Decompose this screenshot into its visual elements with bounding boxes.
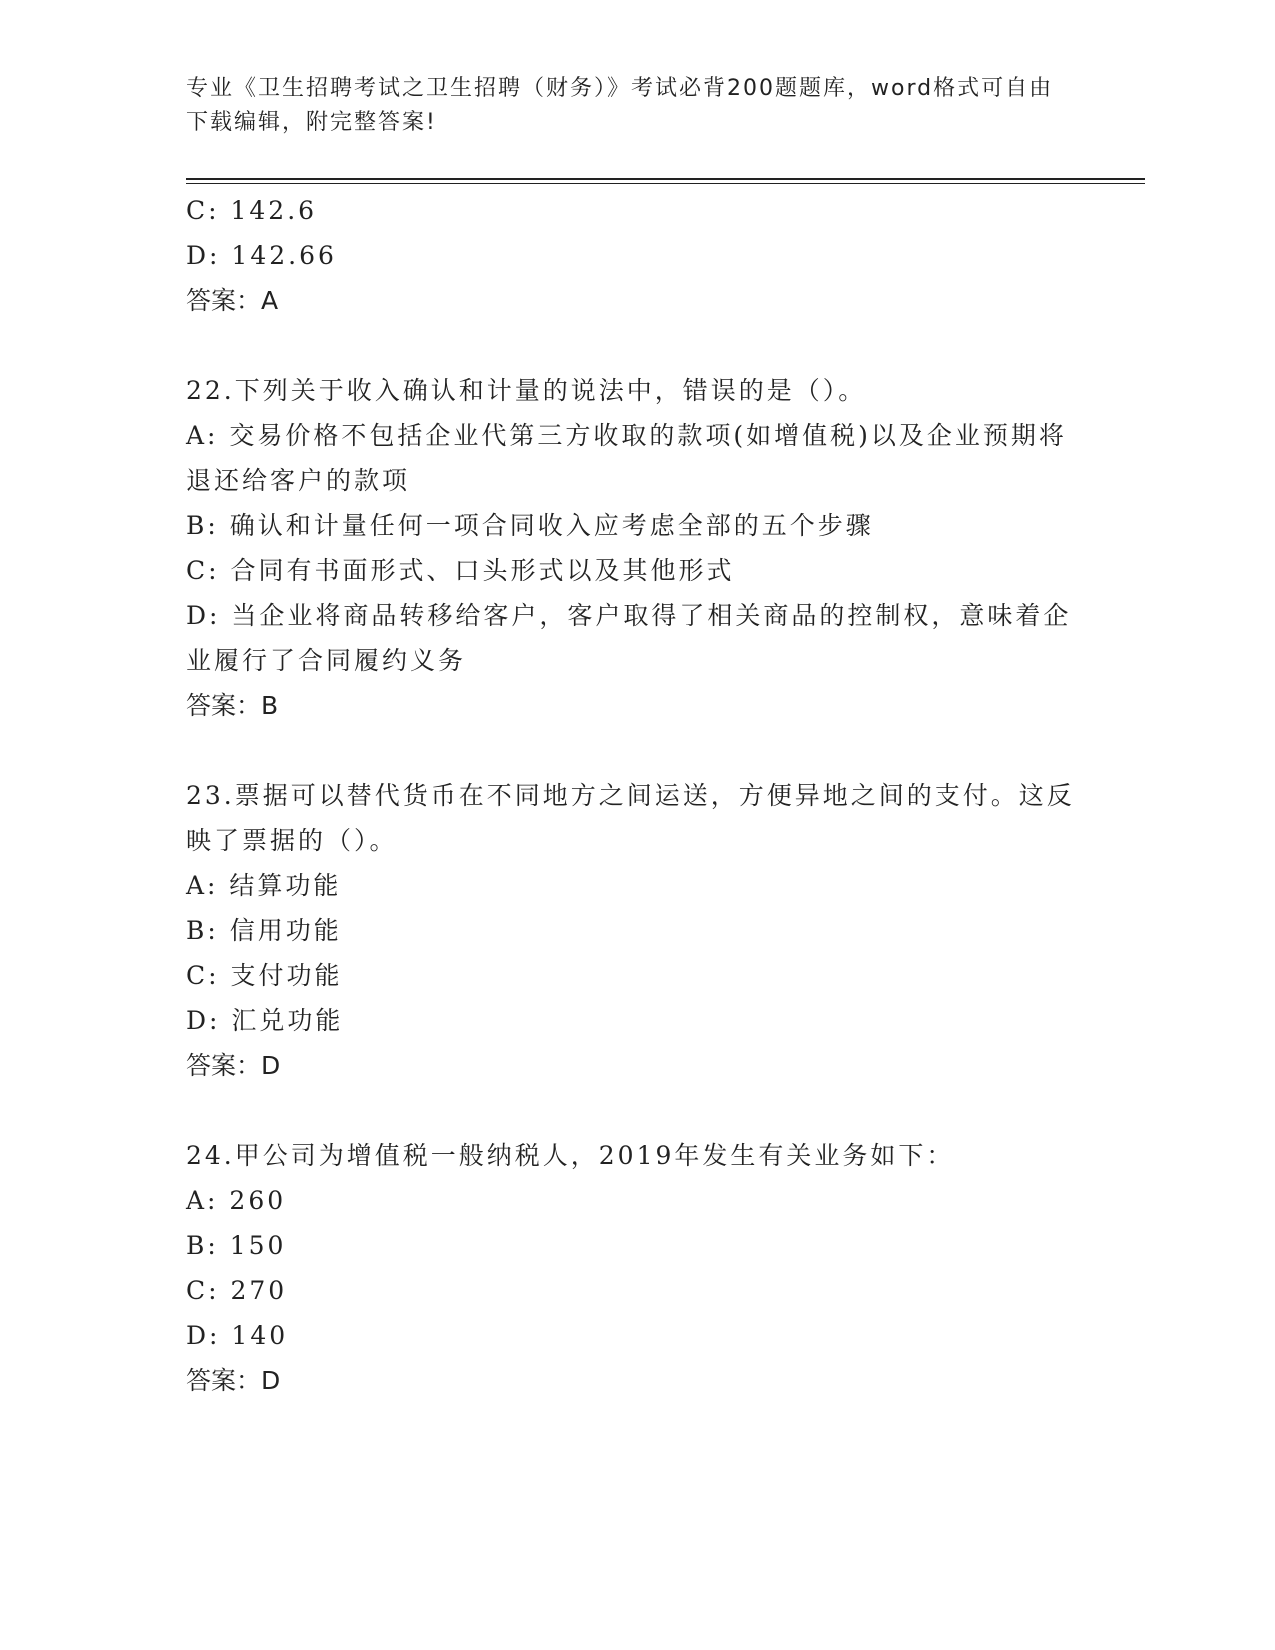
option-d: D: 142.66 xyxy=(186,241,337,270)
option-b: B: 150 xyxy=(186,1231,287,1260)
answer: 答案：A xyxy=(186,286,279,315)
header-rule-thin xyxy=(186,183,1145,184)
document-header: 专业《卫生招聘考试之卫生招聘（财务）》考试必背200题题库，word格式可自由下载编辑，附完整答案! xyxy=(186,76,1054,135)
question-23 xyxy=(186,773,1076,1088)
option-d: D: 140 xyxy=(186,1321,289,1350)
question-stem: 24.甲公司为增值税一般纳税人，2019年发生有关业务如下： xyxy=(186,1141,955,1170)
option-c: C: 142.6 xyxy=(186,196,318,225)
question-fragment xyxy=(186,188,1076,323)
option-d: D: 汇兑功能 xyxy=(186,1006,344,1035)
header-rule-thick xyxy=(186,178,1145,180)
answer: 答案：B xyxy=(186,691,279,720)
question-24 xyxy=(186,1133,1076,1403)
option-c: C: 270 xyxy=(186,1276,288,1305)
question-stem: 22.下列关于收入确认和计量的说法中，错误的是（）。 xyxy=(186,376,867,405)
question-list xyxy=(186,188,1076,1448)
option-a: A: 结算功能 xyxy=(186,871,342,900)
option-a: A: 260 xyxy=(186,1186,287,1215)
option-c: C: 合同有书面形式、口头形式以及其他形式 xyxy=(186,556,735,585)
answer: 答案：D xyxy=(186,1051,281,1080)
option-a: A: 交易价格不包括企业代第三方收取的款项(如增值税)以及企业预期将退还给客户的款项 xyxy=(186,421,1067,495)
answer: 答案：D xyxy=(186,1366,281,1395)
option-d: D: 当企业将商品转移给客户，客户取得了相关商品的控制权，意味着企业履行了合同履约义务 xyxy=(186,601,1072,675)
question-22 xyxy=(186,368,1076,728)
option-c: C: 支付功能 xyxy=(186,961,343,990)
question-stem: 23.票据可以替代货币在不同地方之间运送，方便异地之间的支付。这反映了票据的（）。 xyxy=(186,781,1075,855)
option-b: B: 确认和计量任何一项合同收入应考虑全部的五个步骤 xyxy=(186,511,874,540)
option-b: B: 信用功能 xyxy=(186,916,342,945)
